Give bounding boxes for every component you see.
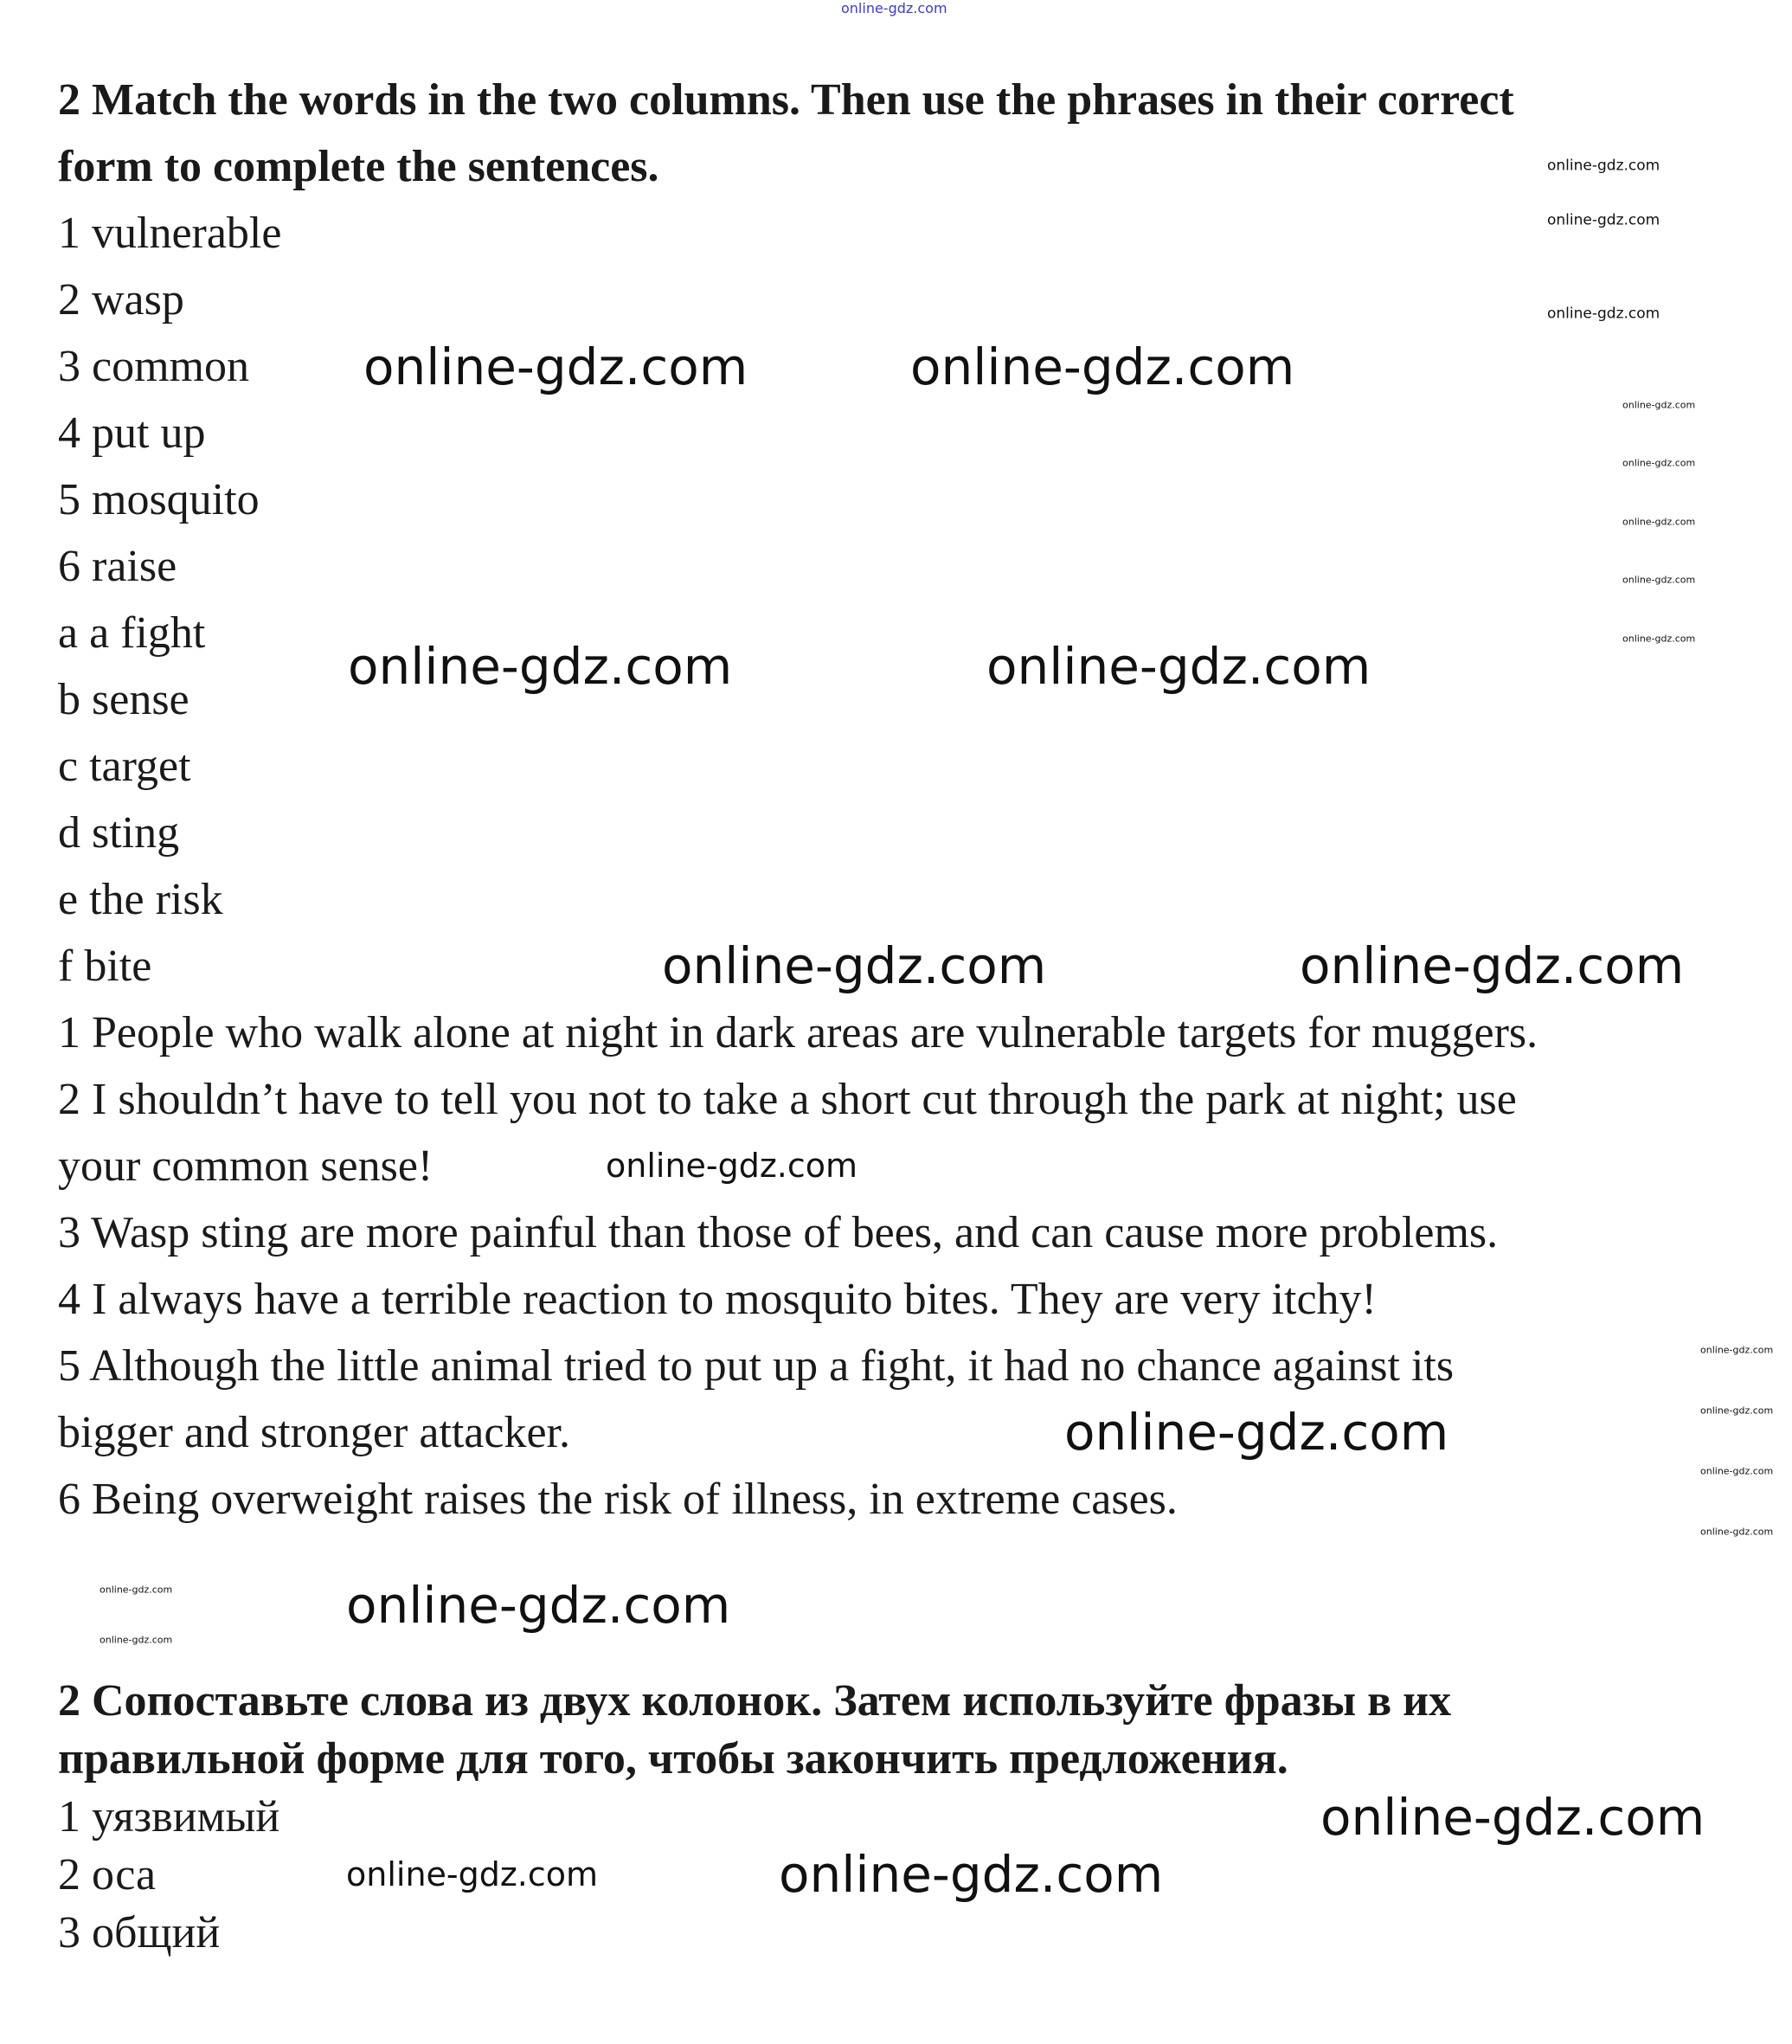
watermark: online-gdz.com [606, 1147, 858, 1185]
watermark: online-gdz.com [1700, 1344, 1774, 1356]
watermark: online-gdz.com [1300, 936, 1685, 995]
watermark: online-gdz.com [1622, 633, 1696, 645]
list-item-ru: 1 уязвимый [58, 1792, 280, 1842]
exercise-heading: form to complete the sentences. [58, 142, 659, 191]
right-column-item: b sense [58, 675, 189, 724]
sentence: 5 Although the little animal tried to put up a fight, it had no chance against its [58, 1341, 1455, 1391]
watermark: online-gdz.com [1700, 1404, 1774, 1417]
watermark: online-gdz.com [1547, 305, 1660, 323]
sentence: 3 Wasp sting are more painful than those of bees, and can cause more problems. [58, 1208, 1499, 1257]
exercise-heading-ru: правильной форме для того, чтобы закончить предложения. [58, 1734, 1288, 1784]
sentence: your common sense! [58, 1141, 434, 1191]
watermark: online-gdz.com [346, 1576, 731, 1635]
watermark: online-gdz.com [1547, 211, 1660, 229]
watermark: online-gdz.com [841, 0, 947, 16]
watermark: online-gdz.com [1700, 1526, 1774, 1538]
right-column-item: e the risk [58, 875, 223, 924]
watermark: online-gdz.com [100, 1634, 173, 1646]
watermark: online-gdz.com [986, 637, 1371, 696]
watermark: online-gdz.com [1064, 1403, 1449, 1462]
watermark: online-gdz.com [346, 1855, 599, 1893]
exercise-heading: 2 Match the words in the two columns. Then use the phrases in their correct [58, 75, 1514, 125]
sentence: bigger and stronger attacker. [58, 1408, 570, 1457]
watermark: online-gdz.com [1622, 574, 1696, 586]
sentence: 2 I shouldn’t have to tell you not to take a short cut through the park at night; use [58, 1075, 1517, 1124]
watermark: online-gdz.com [363, 337, 748, 396]
left-column-item: 1 vulnerable [58, 209, 282, 258]
watermark: online-gdz.com [910, 337, 1295, 396]
left-column-item: 4 put up [58, 408, 206, 458]
right-column-item: f bite [58, 942, 152, 991]
sentence: 6 Being overweight raises the risk of illness, in extreme cases. [58, 1475, 1178, 1524]
left-column-item: 2 wasp [58, 275, 184, 325]
left-column-item: 5 mosquito [58, 475, 260, 524]
list-item-ru: 2 оса [58, 1850, 157, 1899]
russian-exercise [58, 1672, 1451, 1962]
sentence: 4 I always have a terrible reaction to mosquito bites. They are very itchy! [58, 1275, 1377, 1324]
watermark: online-gdz.com [100, 1584, 173, 1596]
right-column-item: c target [58, 742, 191, 791]
watermark: online-gdz.com [1700, 1465, 1774, 1477]
left-column-item: 6 raise [58, 542, 177, 591]
watermark: online-gdz.com [662, 936, 1047, 995]
watermark: online-gdz.com [348, 637, 733, 696]
right-column-item: d sting [58, 808, 180, 858]
left-column-item: 3 common [58, 342, 249, 391]
watermark: online-gdz.com [779, 1845, 1164, 1904]
watermark: online-gdz.com [1320, 1788, 1705, 1847]
list-item-ru: 3 общий [58, 1908, 221, 1957]
watermark: online-gdz.com [1622, 457, 1696, 469]
sentence: 1 People who walk alone at night in dark areas are vulnerable targets for muggers. [58, 1008, 1538, 1057]
english-exercise [58, 67, 1538, 1533]
right-column-item: a a fight [58, 608, 206, 658]
exercise-heading-ru: 2 Сопоставьте слова из двух колонок. Затем используйте фразы в их [58, 1676, 1452, 1726]
watermark: online-gdz.com [1547, 157, 1660, 175]
watermark: online-gdz.com [1622, 516, 1696, 528]
watermark: online-gdz.com [1622, 399, 1696, 411]
